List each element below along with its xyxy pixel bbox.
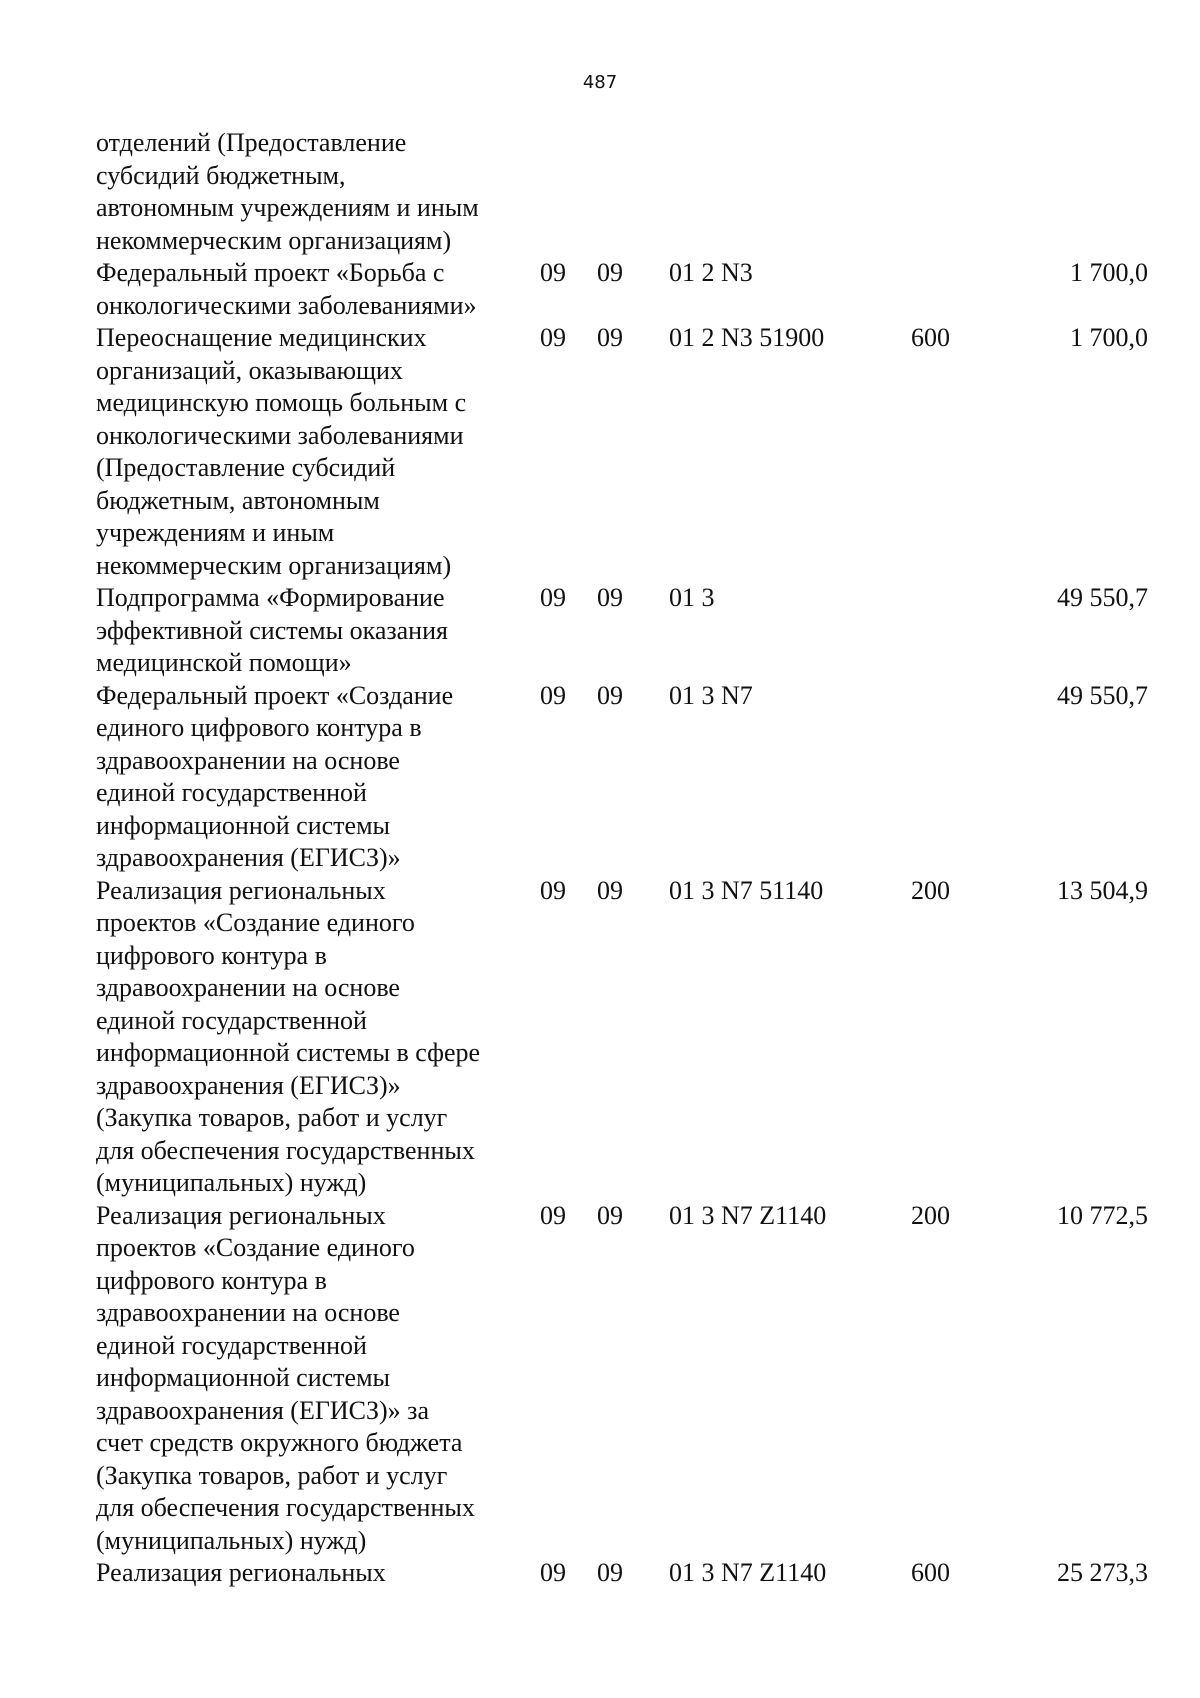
section-cell: 09 [540,875,566,905]
subsection-cell: 09 [597,258,623,287]
item-name-line: отделений (Предоставление [96,128,407,157]
page-number: 487 [582,72,618,93]
item-name-line: здравоохранении на основе [96,1298,400,1327]
expense-type-cell [911,127,1009,257]
item-name-line: информационной системы [96,1363,390,1392]
table-row [96,680,1148,875]
item-name-line: онкологическими заболеваниями [96,420,464,450]
section-cell: 09 [540,1200,566,1230]
amount-cell: 1 700,0 [1070,258,1148,287]
item-name-line: здравоохранения (ЕГИСЗ)» за [96,1395,429,1425]
subsection-cell: 09 [597,1558,623,1587]
item-name-line: некоммерческим организациям) [96,550,452,580]
table-row [96,582,1148,680]
target-code-cell: 01 2 N3 [669,258,753,287]
section-cell: 09 [540,680,566,710]
subsection-cell: 09 [597,680,623,710]
item-name-line: для обеспечения государственных [96,1135,475,1165]
item-name-line: медицинскую помощь больным с [96,388,467,417]
expense-type-cell: 200 [911,875,950,905]
target-code-cell: 01 2 N3 51900 [669,323,825,352]
target-code-cell: 01 3 N7 Z1140 [669,1558,827,1587]
expense-type-cell [911,680,1009,875]
amount-cell: 1 700,0 [1070,323,1148,352]
item-name-line: здравоохранения (ЕГИСЗ)» [96,843,401,872]
amount-cell: 13 504,9 [1057,875,1148,905]
item-name-line: (муниципальных) нужд) [96,1525,367,1555]
item-name-line: эффективной системы оказания [96,615,448,645]
subsection-cell [597,127,669,257]
item-name-line: единого цифрового контура в [96,713,422,742]
item-name-line: единой государственной [96,1330,367,1360]
target-code-cell: 01 3 N7 Z1140 [669,1200,827,1230]
item-name-line: (Закупка товаров, работ и услуг [96,1103,448,1132]
item-name-cell [96,1557,540,1590]
item-name-line: бюджетным, автономным [96,485,380,515]
item-name-cell [96,582,540,680]
item-name-line: Реализация региональных [96,1200,386,1230]
item-name-line: Федеральный проект «Создание [96,680,454,710]
item-name-line: медицинской помощи» [96,648,352,677]
amount-cell: 25 273,3 [1057,1558,1148,1587]
table-row [96,1557,1148,1590]
table-row [96,257,1148,322]
item-name-line: организаций, оказывающих [96,355,403,385]
section-cell: 09 [540,1558,566,1587]
expense-type-cell: 600 [911,323,950,352]
expense-type-cell: 600 [911,1558,950,1587]
budget-table [96,127,1148,1590]
expense-type-cell [911,257,1009,322]
item-name-line: автономным учреждениям и иным [96,193,479,222]
item-name-line: цифрового контура в [96,940,327,970]
subsection-cell: 09 [597,1200,623,1230]
amount-cell: 10 772,5 [1057,1200,1148,1230]
table-body [96,127,1148,1590]
item-name-line: Подпрограмма «Формирование [96,583,445,612]
item-name-line: здравоохранения (ЕГИСЗ)» [96,1070,401,1100]
item-name-line: здравоохранении на основе [96,745,400,775]
section-cell: 09 [540,583,566,612]
item-name-line: Переоснащение медицинских [96,323,427,352]
item-name-line: проектов «Создание единого [96,908,415,937]
amount-cell [1009,127,1148,257]
subsection-cell: 09 [597,323,623,352]
item-name-line: учреждениям и иным [96,518,335,547]
item-name-cell [96,1200,540,1558]
target-code-cell: 01 3 [669,583,715,612]
section-cell: 09 [540,258,566,287]
section-cell [540,127,597,257]
item-name-line: единой государственной [96,1005,367,1035]
item-name-line: субсидий бюджетным, [96,160,346,190]
item-name-line: информационной системы [96,810,390,840]
item-name-line: (Закупка товаров, работ и услуг [96,1460,448,1490]
target-code-cell: 01 3 N7 51140 [669,875,824,905]
expense-type-cell: 200 [911,1200,950,1230]
item-name-line: проектов «Создание единого [96,1233,415,1262]
item-name-line: некоммерческим организациям) [96,225,452,255]
item-name-line: (Предоставление субсидий [96,453,396,482]
table-row [96,875,1148,1200]
item-name-line: (муниципальных) нужд) [96,1168,367,1197]
item-name-line: Реализация региональных [96,1558,386,1587]
subsection-cell: 09 [597,583,623,612]
item-name-line: счет средств окружного бюджета [96,1428,463,1457]
item-name-cell [96,875,540,1200]
expense-type-cell [911,582,1009,680]
table-row [96,127,1148,257]
item-name-cell [96,680,540,875]
item-name-line: онкологическими заболеваниями» [96,290,477,320]
item-name-line: для обеспечения государственных [96,1493,475,1522]
item-name-cell [96,127,540,257]
table-row [96,1200,1148,1558]
item-name-line: Федеральный проект «Борьба с [96,258,445,287]
table-row [96,322,1148,582]
item-name-line: информационной системы в сфере [96,1038,481,1067]
amount-cell: 49 550,7 [1057,680,1148,710]
item-name-cell [96,257,540,322]
item-name-line: цифрового контура в [96,1265,327,1295]
item-name-line: здравоохранении на основе [96,973,400,1002]
amount-cell: 49 550,7 [1057,583,1148,612]
target-code-cell: 01 3 N7 [669,680,753,710]
item-name-cell [96,322,540,582]
item-name-line: Реализация региональных [96,875,386,905]
item-name-line: единой государственной [96,778,367,807]
target-code-cell [669,127,911,257]
subsection-cell: 09 [597,875,623,905]
section-cell: 09 [540,323,566,352]
